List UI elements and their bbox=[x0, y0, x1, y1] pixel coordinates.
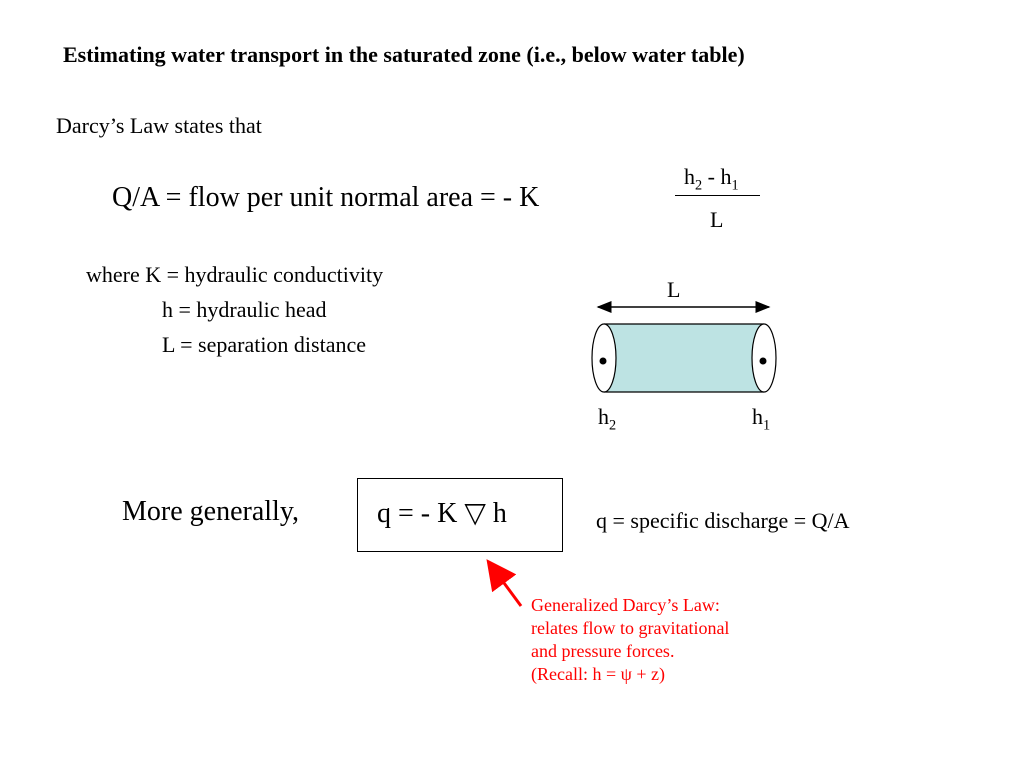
left-point-dot bbox=[600, 358, 607, 365]
length-label: L bbox=[667, 277, 681, 302]
head-h2-sub: 2 bbox=[609, 417, 617, 434]
definition-distance: L = separation distance bbox=[162, 332, 367, 357]
head-label-h1 bbox=[752, 404, 771, 434]
generalized-law-note bbox=[531, 594, 729, 686]
generalized-formula: q = - K ▽ h bbox=[377, 498, 507, 529]
red-pointer-arrow bbox=[490, 564, 521, 606]
more-generally-label: More generally, bbox=[122, 496, 299, 527]
tube-body bbox=[604, 324, 764, 392]
intro-text: Darcy’s Law states that bbox=[56, 113, 262, 138]
slide-title: Estimating water transport in the saturated zone (i.e., below water table) bbox=[63, 42, 745, 67]
fraction-denominator: L bbox=[710, 207, 724, 232]
specific-discharge-definition: q = specific discharge = Q/A bbox=[596, 508, 850, 533]
definition-head: h = hydraulic head bbox=[162, 297, 327, 322]
head-h1-sub: 1 bbox=[763, 417, 771, 434]
right-point-dot bbox=[760, 358, 767, 365]
numerator-minus-h: - h bbox=[702, 164, 732, 189]
note-line-4: (Recall: h = ψ + z) bbox=[531, 664, 666, 684]
darcy-equation-lhs: Q/A = flow per unit normal area = - K bbox=[112, 182, 540, 213]
head-label-h2 bbox=[598, 404, 617, 434]
head-h1-letter: h bbox=[752, 404, 763, 429]
note-line-3: and pressure forces. bbox=[531, 641, 675, 661]
numerator-sub-2: 2 bbox=[695, 177, 703, 194]
note-line-1: Generalized Darcy’s Law: bbox=[531, 595, 720, 615]
note-line-2: relates flow to gravitational bbox=[531, 618, 730, 638]
numerator-h: h bbox=[684, 164, 695, 189]
definition-conductivity: where K = hydraulic conductivity bbox=[86, 262, 384, 287]
numerator-sub-1: 1 bbox=[731, 177, 739, 194]
head-h2-letter: h bbox=[598, 404, 609, 429]
